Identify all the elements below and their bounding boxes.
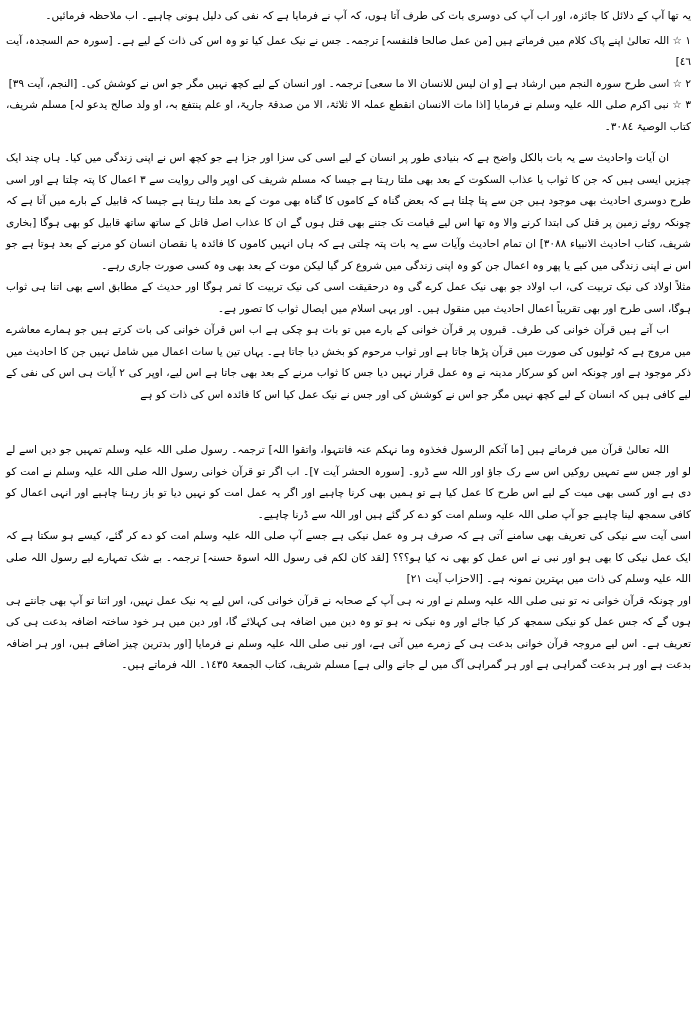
spacer	[6, 406, 691, 440]
paragraph-bidah: اور چونکہ قرآن خوانی نہ تو نبی صلی اللہ علیہ وسلم نے اور نہ ہی آپ کے صحابہ نے قرآن خوانی کی، اس لیے یہ نیک عمل نہیں، اور اتنا تو آپ بھی جانتے ہی ہوں گے کہ جس عمل کو نیکی سمجھ کر کیا جائے اور وہ نیکی نہ ہو تو وہ دین میں اضافہ ہی کہلائے گا، اور دین میں ہر خود ساختہ اضافہ بدعت ہی کی تعریف ہے۔ اس لیے مروجہ قرآن خوانی بدعت ہی کے زمرے میں آتی ہے، اور نبی صلی اللہ علیہ وسلم نے فرمایا [اور بدترین چیز اضافے ہیں، اور ہر اضافہ بدعت ہے اور ہر بدعت گمراہی ہے اور ہر گمراہی آگ میں لے جانے والی ہے] مسلم شریف، کتاب الجمعۃ ۱٤۳٥۔ اللہ فرماتے ہیں۔	[6, 594, 691, 671]
intro-paragraph: یہ تھا آپ کے دلائل کا جائزہ، اور اب آپ کی دوسری بات کی طرف آتا ہوں، کہ آپ نے فرمایا ہے کہ نفی کی دلیل ہونی چاہیے۔ اب ملاحظہ فرمائیں۔	[45, 10, 691, 22]
paragraph-children: مثلاً اولاد کی نیک تربیت کی، اب اولاد جو بھی نیک عمل کرے گی وہ درحقیقت اسی کی نیک تربیت کا ثمر ہوگا اور حدیث کے مطابق اسے بھی اتنا ہی ثواب ہوگا، اسی طرح اور بھی تقریباً اعمال احادیث میں منقول ہیں۔ اور یہی اسلام میں ایصال ثواب کا تصور ہے۔	[6, 281, 691, 315]
point-quran-fussilat: ۱ ☆ اللہ تعالیٰ اپنے پاک کلام میں فرماتے ہیں [من عمل صالحا فلنفسہ] ترجمہ۔ جس نے نیک عمل کیا تو وہ اس کی ذات کے لیے ہے۔ [سورہ حم السجدہ، آیت ٤٦]	[6, 34, 691, 68]
paragraph-quran-khwani: اب آتے ہیں قرآن خوانی کی طرف۔ قبروں پر قرآن خوانی کے بارے میں تو بات ہو چکی ہے اب اس قرآن خوانی کی بات کرتے ہیں جو ہمارے معاشرے میں مروج ہے کہ ٹولیوں کی صورت میں قرآن پڑھا جاتا ہے اور ثواب مرحوم کو بخش دیا جاتا ہے۔ یہاں تین یا سات اعمال میں شامل نہیں جن کا احادیث میں ذکر موجود ہے اور چونکہ اس کو سرکار مدینہ نے وہ عمل قرار نہیں دیا جس کا ثواب مرنے کے بعد بھی جاتا ہے اس لیے، اوپر کی ۲ آیات ہی اس کی نفی کے لیے کافی ہیں کہ انسان کے لیے کچھ نہیں مگر جو اس نے کوشش کی اور جس نے نیک عمل کیا اس کا فائدہ اس کی ذات کو ہے	[5, 324, 692, 401]
point-hadith-muslim: ۳ ☆ نبی اکرم صلی اللہ علیہ وسلم نے فرمایا [اذا مات الانسان انقطع عملہ الا ثلاثۃ، الا من صدقۃ جاریۃ، او علم ینتفع بہ، او ولد صالح یدعو لہ] مسلم شریف، کتاب الوصیۃ ۳۰۸٤۔	[6, 99, 691, 133]
spacer	[6, 138, 691, 148]
paragraph-hadith-analysis: ان آیات واحادیث سے یہ بات بالکل واضح ہے کہ بنیادی طور پر انسان کے لیے اسی کی سزا اور جزا ہے جو کچھ اس نے اپنی زندگی میں کیا۔ ہاں چند ایک چیزیں ایسی ہیں کہ جن کا ثواب یا عذاب السکوت کے بعد بھی ملتا رہتا ہے جیسا کہ مسلم شریف کی اوپر والی روایت سے ۳ اعمال کا پتہ چلتا ہے اور اسی طرح دوسری احادیث بھی موجود ہیں جن سے پتا چلتا ہے کہ بعض گناہ کے کاموں کا گناہ بھی موت کے بعد ملتا رہتا ہے جیسا کہ قابیل کے بارے میں آتا ہے کہ چونکہ روئے زمین پر قتل کی ابتدا کرنے والا وہ تھا اس لیے قیامت تک جتنے بھی قتل ہوں گے ان کا عذاب اصل قاتل کے ساتھ ساتھ قابیل کو بھی ہوگا [بخاری شریف، کتاب احادیث الانبیاء ۳۰۸۸] ان تمام احادیث وآیات سے یہ بات پتہ چلتی ہے کہ ہاں انہیں کاموں کا فائدہ یا نقصان انسان کو مرنے کے بعد ہوتا ہے جو اس نے اپنی زندگی میں کیے یا پھر وہ اعمال جن کو وہ اپنی زندگی میں شروع کر گیا لیکن موت کے بعد بھی وہ کسی صورت جاری رہے۔	[6, 152, 691, 272]
paragraph-virtue: اسی آیت سے نیکی کی تعریف بھی سامنے آتی ہے کہ صرف ہر وہ عمل نیکی ہے جسے آپ صلی اللہ علیہ وسلم امت کو دے کر گئے، کیسے ہو سکتا ہے کہ ایک عمل نیکی کا بھی ہو اور نبی نے اس عمل کو بھی نہ کیا ہو؟؟؟ [لقد کان لکم فی رسول اللہ اسوۃ حسنہ] ترجمہ۔ بے شک تمہارے لیے رسول اللہ صلی اللہ علیہ وسلم کی ذات میں بہترین نمونہ ہے۔ [الاحزاب آیت ۲۱]	[6, 530, 691, 585]
paragraph-obey-prophet: اللہ تعالیٰ قرآن میں فرماتے ہیں [ما آتکم الرسول فخذوہ وما نہکم عنہ فانتہوا، واتقوا اللہ] ترجمہ۔ رسول صلی اللہ علیہ وسلم تمہیں جو دیں اسے لے لو اور جس سے تمہیں روکیں اس سے رک جاؤ اور اللہ سے ڈرو۔ [سورہ الحشر آیت ۷]۔ اب اگر تو قرآن خوانی رسول اللہ صلی اللہ علیہ وسلم نے امت کو دی ہے اور کسی بھی میت کے لیے اس طرح کا عمل کیا ہے تو ہمیں بھی کرنا چاہیے اور اگر یہ عمل امت کو نہیں دیا تو باز رہنا چاہیے اور انہی اعمال کو کافی سمجھ لینا چاہیے جو آپ صلی اللہ علیہ وسلم امت کو دے کر گئے ہیں اور اللہ سے ڈرنا چاہیے۔	[6, 444, 691, 521]
point-quran-najm: ۲ ☆ اسی طرح سورہ النجم میں ارشاد ہے [و ان لیس للانسان الا ما سعی] ترجمہ۔ اور انسان کے لیے کچھ نہیں مگر جو اس نے کوشش کی۔ [النجم، آیت ۳۹]	[8, 77, 691, 90]
